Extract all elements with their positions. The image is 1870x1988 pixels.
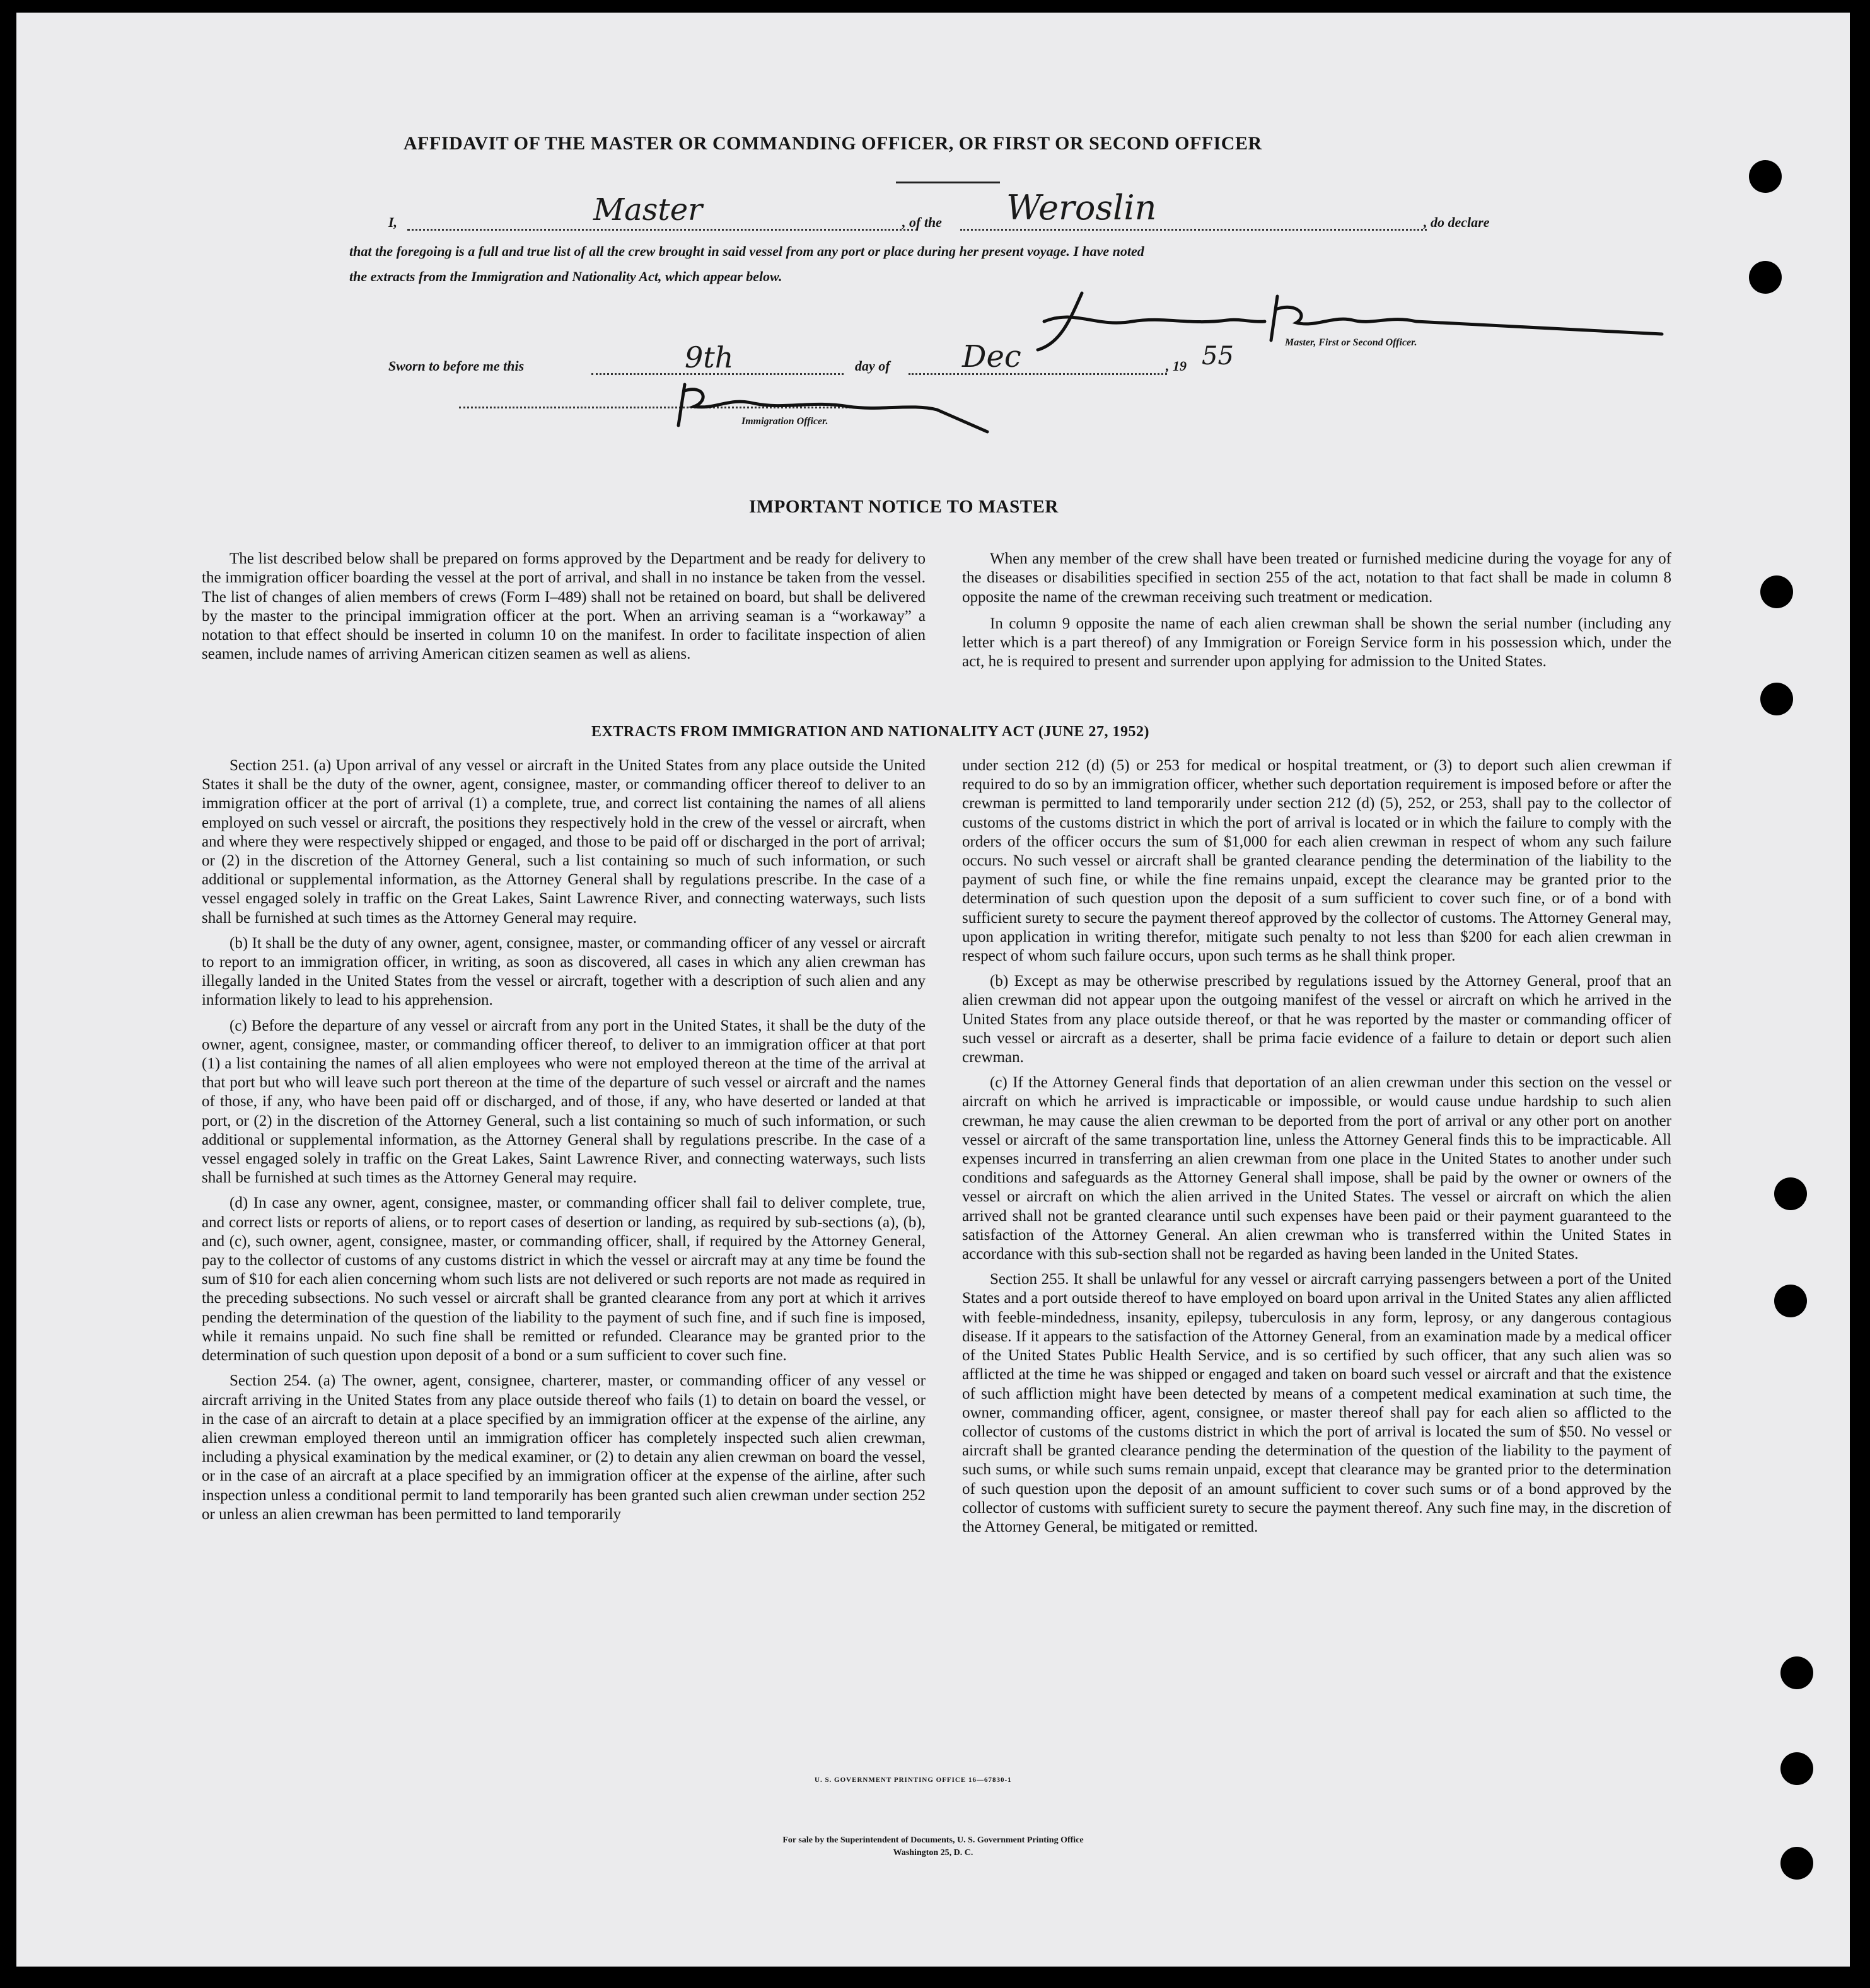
year-prefix: , 19 [1166,358,1187,374]
i-label: I, [388,214,398,230]
binder-hole [1760,683,1793,715]
document-page [16,13,1850,1967]
affidavit-title: AFFIDAVIT OF THE MASTER OR COMMANDING OFFICER, OR FIRST OR SECOND OFFICER [404,133,1262,154]
do-declare-label: , do declare [1424,214,1490,230]
footer-line-1: For sale by the Superintendent of Documents, U. S. Government Printing Office [782,1835,1084,1845]
notice-right-column [962,550,1671,674]
sworn-month-handwriting: Dec [962,339,1021,374]
footer-line-2: Washington 25, D. C. [893,1848,973,1858]
vessel-name-handwriting: Weroslin [1006,188,1157,228]
master-name-handwriting: Master [593,192,703,228]
declaration-line-2: that the foregoing is a full and true list of all the crew brought in said vessel from any port or place during her present voyage. I have noted [349,243,1144,259]
master-name-line [407,229,918,231]
notice-left-paragraph: The list described below shall be prepared on forms approved by the Department and be ready for delivery to the immigration officer boarding the vessel at the port of arrival, and shall in no instance be taken from the vessel. The list of changes of alien members of crews (Form I–489) shall not be retained on board, but shall be delivered by the master to the principal immigration officer at the port. When an arriving seaman is a “workaway” a notation to that effect should be inserted in column 10 on the manifest. In order to facilitate inspection of alien seamen, include names of arriving American citizen seamen as well as aliens. [202,550,926,663]
binder-hole [1749,261,1782,294]
extracts-right-column [962,756,1671,1539]
sworn-label: Sworn to before me this [388,358,525,374]
section-255: Section 255. It shall be unlawful for any vessel or aircraft carrying passengers between a port of the United States and a port outside thereof to have employed on board upon arrival in the United States any alien afflicted with feeble-mindedness, insanity, epilepsy, tuberculosis in any form, leprosy, or any dangerous contagious disease. If it appears to the satisfaction of the Attorney General, from an examination made by a medical officer of the United States Public Health Service, and is so certified by such officer, that any such alien was so afflicted at the time he was shipped or engaged and taken on board such vessel or aircraft and that the existence of such affliction might have been detected by means of a competent medical examination at such time, the owner, commanding officer, agent, consignee, or master thereof shall pay for each alien so afflicted to the collector of customs of the customs district in which the port of arrival is located the sum of $50. No vessel or aircraft shall be granted clearance pending the determination of the question of the liability to the payment of such sums, or while such sums remain unpaid, except that clearance may be granted prior to the determination of such question upon the deposit of an amount sufficient to cover such sums or of a bond approved by the collector of customs with sufficient surety to secure the payment thereof. Any such fine may, in the discretion of the Attorney General, be mitigated or remitted. [962,1271,1671,1535]
notice-left-column [202,550,926,667]
officer-caption: Immigration Officer. [741,416,828,427]
sworn-day-handwriting: 9th [685,340,734,374]
section-254-b: (b) Except as may be otherwise prescribed by regulations issued by the Attorney General, proof that an alien crewman did not appear upon the outgoing manifest of the vessel or aircraft on which he arrived in the United States from any place outside thereof, or that he was reported by the master or commanding officer of such vessel or aircraft as a deserter, shall be prima facie evidence of a failure to detain or deport such alien crewman. [962,973,1671,1066]
section-251-c: (c) Before the departure of any vessel or aircraft from any port in the United States, it shall be the duty of the owner, agent, consignee, master, or commanding officer thereof, to deliver to an immigration officer at that port (1) a list containing the names of all alien employees who were not employed thereon at the time of the arrival at that port but who will leave such port thereon at the time of the departure of such vessel or aircraft and the names of those, if any, who have been paid off or discharged, and of those, if any, who have deserted or landed at that port, or (2) in the discretion of the Attorney General, such a list containing so much of such information, or such additional or supplemental information, as the Attorney General shall by regulations prescribe. In the case of a vessel engaged solely in traffic on the Great Lakes, Saint Lawrence River, and connecting waterways, such lists shall be furnished at such times as the Attorney General may require. [202,1017,926,1187]
extracts-left-column [202,756,926,1527]
section-251-a: Section 251. (a) Upon arrival of any vessel or aircraft in the United States from any place outside the United States it shall be the duty of the owner, agent, consignee, master, or commanding officer thereof to deliver to an immigration officer at the port of arrival (1) a complete, true, and correct list containing the names of all aliens employed on such vessel or aircraft, the positions they respectively hold in the crew of the vessel or aircraft, when and where they were respectively shipped or engaged, and those to be paid off or discharged in the port of arrival; or (2) in the discretion of the Attorney General, such a list containing so much of such information, or such additional or supplemental information, as the Attorney General shall by regulations prescribe. In the case of a vessel engaged solely in traffic on the Great Lakes, Saint Lawrence River, and connecting waterways, such lists shall be furnished at such times as the Attorney General may require. [202,757,926,927]
declaration-line-3: the extracts from the Immigration and Nationality Act, which appear below. [349,269,782,284]
notice-right-paragraph-1: When any member of the crew shall have been treated or furnished medicine during the voyage for any of the diseases or disabilities specified in section 255 of the act, notation to that fact shall be made in column 8 opposite the name of the crewman receiving such treatment or medication. [962,550,1671,606]
year-handwriting: 55 [1202,342,1234,371]
section-254-c: (c) If the Attorney General finds that deportation of an alien crewman under this section on the vessel or aircraft on which he arrived is impracticable or impossible, or would cause undue hardship to such alien crewman, he may cause the alien crewman to be deported from the port of arrival or any other port on another vessel or aircraft of the same transportation line, unless the Attorney General finds this to be impracticable. All expenses incurred in transferring an alien crewman from one place in the United States to another under such conditions and safeguards as the Attorney General shall impose, shall be paid by the owner or owners of the vessel or aircraft on which the alien arrived in the United States. The vessel or aircraft on which the alien arrived shall not be granted clearance until such expenses have been paid or their payment guaranteed to the satisfaction of the Attorney General. An alien crewman who is transferred within the United States in accordance with this sub-section shall not be regarded as having been landed in the United States. [962,1074,1671,1263]
notice-title: IMPORTANT NOTICE TO MASTER [749,497,1059,517]
section-254-a: Section 254. (a) The owner, agent, consignee, charterer, master, or commanding officer of any vessel or aircraft arriving in the United States from any place outside thereof who fails (1) to detain on board the vessel, or in the case of an aircraft to detain at a place specified by an immigration officer at the expense of the airline, any alien crewman employed thereon until an immigration officer has completely inspected such alien crewman, including a physical examination by the medical examiner, or (2) to detain any alien crewman on board the vessel, or in the case of an aircraft at a place specified by an immigration officer at the expense of the airline, after such inspection unless a conditional permit to land temporarily has been granted such alien crewman under section 252 or unless an alien crewman has been permitted to land temporarily [202,1372,926,1523]
section-251-d: (d) In case any owner, agent, consignee, master, or commanding officer shall fail to deliver complete, true, and correct lists or reports of aliens, or to report cases of desertion or landing, as required by sub-sections (a), (b), and (c), such owner, agent, consignee, master, or commanding officer, shall, if required by the Attorney General, pay to the collector of customs of any customs district in which the vessel or aircraft may at any time be found the sum of $10 for each alien concerning whom such lists are not delivered or such reports are not made as required in the preceding subsections. No such vessel or aircraft shall be granted clearance from any port at which it arrives pending the determination of the question of the liability to the payment of such fine, and if such fine is imposed, while it remains unpaid. No such fine shall be remitted or refunded. Clearance may be granted prior to the determination of such question upon deposit of a bond or a sum sufficient to cover such fine. [202,1194,926,1365]
binder-hole [1774,1285,1807,1317]
binder-hole [1749,160,1782,193]
vessel-name-line [960,229,1427,231]
notice-right-paragraph-2: In column 9 opposite the name of each alien crewman shall be shown the serial number (including any letter which is a part thereof) of any Immigration or Foreign Service form in his possession which, under the act, he is required to present and surrender upon applying for admission to the United States. [962,615,1671,671]
section-254-a-continued: under section 212 (d) (5) or 253 for medical or hospital treatment, or (3) to deport such alien crewman if required to do so by an immigration officer, whether such deportation requirement is imposed before or after the crewman is permitted to land temporarily under section 212 (d) (5), 252, or 253, shall pay to the collector of customs of the customs district in which the port of arrival is located or in which the failure to comply with the orders of the officer occurs the sum of $1,000 for each alien crewman in respect of whom any such failure occurs. No such vessel or aircraft shall be granted clearance pending the determination of the liability to the payment of such fine, or while the fine remains unpaid, except the clearance may be granted prior to the determination of such question upon the deposit of a sum sufficient to cover such fine, or of a bond with sufficient surety to secure the payment thereof approved by the collector of customs. The Attorney General may, upon application in writing therefor, mitigate such penalty to not less than $200 for each alien crewman in respect of whom such failure occurs, upon such terms as he shall think proper. [962,757,1671,965]
master-caption: Master, First or Second Officer. [1285,337,1417,348]
section-251-b: (b) It shall be the duty of any owner, agent, consignee, master, or commanding officer of any vessel or aircraft to report to an immigration officer, in writing, as soon as discovered, all cases in which any alien crewman has illegally landed in the United States from the vessel or aircraft, together with a description of such alien and any information likely to lead to his apprehension. [202,934,926,1009]
binder-hole [1780,1752,1813,1785]
binder-hole [1774,1177,1807,1210]
binder-hole [1760,575,1793,608]
of-the-label: , of the [902,214,942,230]
gpo-imprint: U. S. GOVERNMENT PRINTING OFFICE 16—67830-1 [815,1776,1012,1784]
title-rule [896,182,1000,183]
binder-hole [1780,1847,1813,1880]
day-of-label: day of [855,358,890,374]
extracts-title: EXTRACTS FROM IMMIGRATION AND NATIONALITY ACT (JUNE 27, 1952) [591,724,1149,740]
immigration-officer-signature [659,372,1000,435]
binder-hole [1780,1656,1813,1689]
